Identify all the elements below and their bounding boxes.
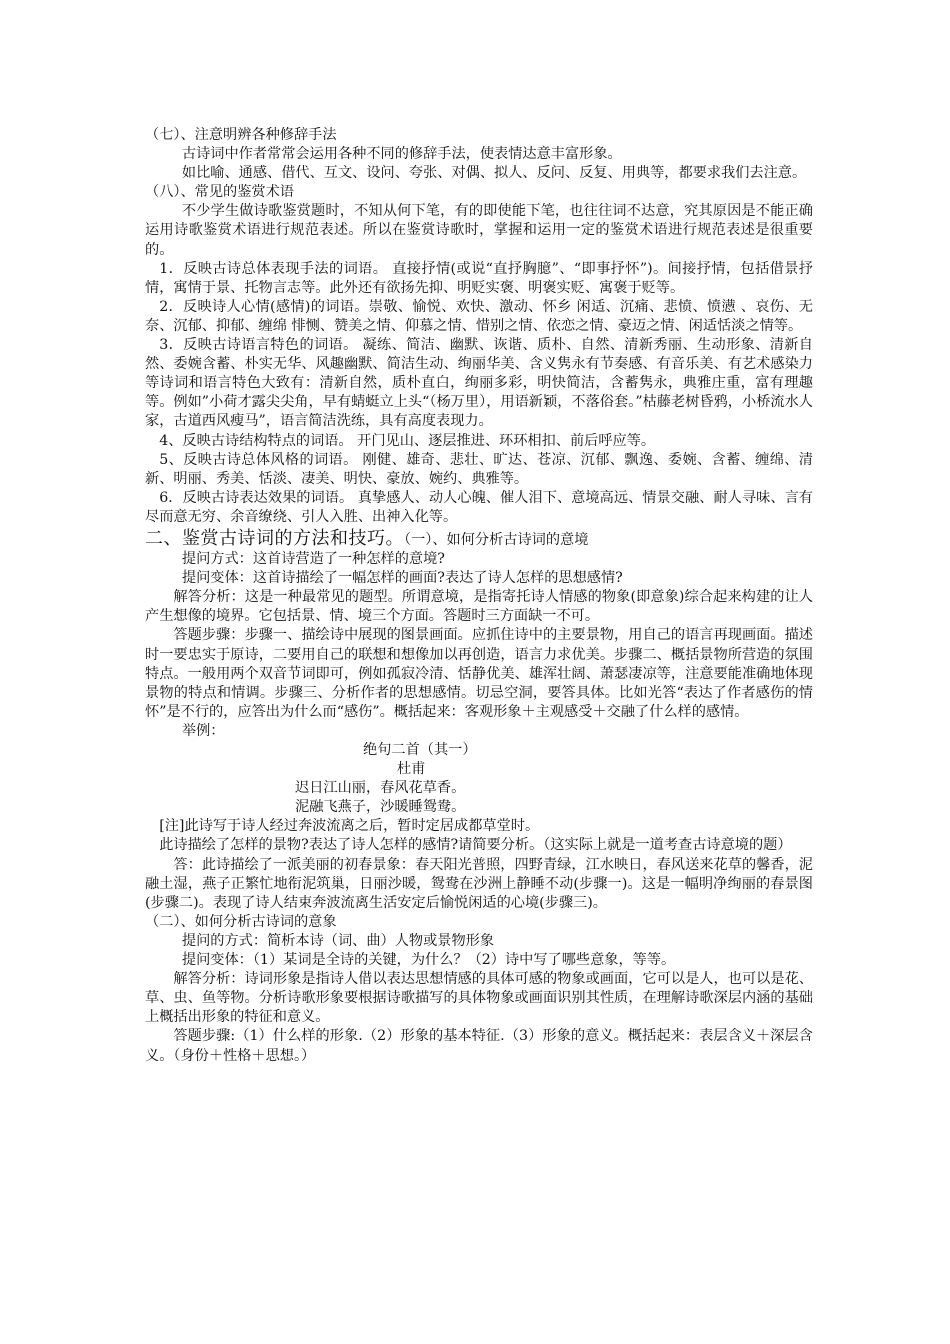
question-form: 提问方式：这首诗营造了一种怎样的意境? <box>181 551 445 568</box>
part-2-heading-line <box>145 529 813 550</box>
section-7-paragraph-2: 如比喻、通感、借代、互文、设问、夸张、对偶、拟人、反问、反复、用典等，都要求我们去注意。 <box>181 165 807 182</box>
answer-analysis-2: 解答分析：诗词形象是指诗人借以表达思想情感的具体可感的物象或画面，它可以是人，也可以是花、草、虫、鱼等物。分析诗歌形象要根据诗歌描写的具体物象或画面识别其性质，在理解诗歌深层内涵的基础上概括出形象的特征和意义。 <box>145 971 813 1026</box>
term-item-3: 3．反映古诗语言特色的词语。 凝练、简洁、幽默、诙谐、质朴、自然、清新秀丽、生动形象、清新自然、委婉含蓄、朴实无华、风趣幽默、简洁生动、绚丽华美、含义隽永有节奏感、有音乐美、有艺术感染力等诗词和语言特色大致有：清新自然，质朴直白，绚丽多彩，明快简洁，含蓄隽永，典雅庄重，富有理趣等。例如”小荷才露尖尖角，早有蜻蜓立上头“（杨万里），用语新颖，不落俗套。”枯藤老树昏鸦，小桥流水人家，古道西风瘦马”，语言简洁洗练，具有高度表现力。 <box>145 337 813 430</box>
term-item-4: 4、反映古诗结构特点的词语。 开门见山、逐层推进、环环相扣、前后呼应等。 <box>159 432 656 449</box>
subsection-1-heading: （一）、如何分析古诗词的意境 <box>404 531 589 548</box>
answer-steps: 答题步骤：步骤一、描绘诗中展现的图景画面。应抓住诗中的主要景物，用自己的语言再现画面。描述时一要忠实于原诗，二要用自己的联想和想像加以再创造，语言力求优美。步骤二、概括景物所营造的氛围特点。一般用两个双音节词即可，例如孤寂冷清、恬静优美、雄浑壮阔、萧瑟凄凉等，注意要能准确地体现景物的特点和情调。步骤三、分析作者的思想感情。切忌空洞，要答具体。比如光答“表达了作者感伤的情怀”是不行的，应答出为什么而“感伤”。概括起来：客观形象＋主观感受＋交融了什么样的感情。 <box>145 627 813 720</box>
poem-line-2: 泥融飞燕子，沙暖睡鸳鸯。 <box>295 799 466 816</box>
poem-author: 杜甫 <box>397 761 426 778</box>
poem-line-1: 迟日江山丽，春风花草香。 <box>295 780 466 797</box>
term-item-2: 2．反映诗人心情(感情)的词语。崇敬、愉悦、欢快、激动、怀乡 闲适、沉痛、悲愤、愤懑 、哀伤、无奈、沉郁、抑郁、缠绵 悱恻、赞美之情、仰慕之情、惜别之情、依恋之情、豪迈之情、闲适恬淡之情等。 <box>145 298 813 334</box>
section-7-heading: （七）、注意明辨各种修辞手法 <box>145 127 337 143</box>
poem-note: [注]此诗写于诗人经过奔波流离之后，暂时定居成都草堂时。 <box>159 818 540 835</box>
term-item-6: 6．反映古诗表达效果的词语。 真挚感人、动人心魄、催人泪下、意境高远、情景交融、耐人寻味、言有尽而意无穷、余音缭绕、引人入胜、出神入化等。 <box>145 489 813 525</box>
example-label: 举例： <box>181 722 225 739</box>
subsection-2-heading: （二）、如何分析古诗词的意象 <box>145 913 337 930</box>
section-7-paragraph-1: 古诗词中作者常常会运用各种不同的修辞手法，使表情达意丰富形象。 <box>181 146 622 163</box>
part-2-heading: 二、鉴赏古诗词的方法和技巧。 <box>145 527 404 549</box>
question-variant: 提问变体：这首诗描绘了一幅怎样的画面?表达了诗人怎样的思想感情? <box>181 570 623 587</box>
section-8-intro: 不少学生做诗歌鉴赏题时，不知从何下笔，有的即使能下笔，也往往词不达意，究其原因是不能正确运用诗歌鉴赏术语进行规范表述。所以在鉴赏诗歌时，掌握和运用一定的鉴赏术语进行规范表述是很重要的。 <box>145 203 813 258</box>
term-item-5: 5、反映古诗总体风格的词语。 刚健、雄奇、悲壮、旷达、苍凉、沉郁、飘逸、委婉、含蓄、缠绵、清新、明丽、秀美、恬淡、凄美、明快、豪放、婉约、典雅等。 <box>145 451 813 487</box>
poem-title: 绝句二首（其一） <box>363 742 477 758</box>
question-variant-2: 提问变体：（1）某词是全诗的关键，为什么？（2）诗中写了哪些意象，等等。 <box>181 952 676 969</box>
section-8-heading: （八）、常见的鉴赏术语 <box>145 184 294 201</box>
example-answer: 答：此诗描绘了一派美丽的初春景象：春天阳光普照，四野青绿，江水映日，春风送来花草的馨香，泥融土湿，燕子正繁忙地衔泥筑巢，日丽沙暖，鸳鸯在沙洲上静睡不动(步骤一)。这是一幅明净绚丽的春景图(步骤二)。表现了诗人结束奔波流离生活安定后愉悦闲适的心境(步骤三)。 <box>145 856 813 911</box>
answer-steps-2: 答题步骤:（1）什么样的形象.（2）形象的基本特征.（3）形象的意义。概括起来：表层含义＋深层含义。（身份＋性格＋思想。） <box>145 1028 813 1064</box>
term-item-1: 1．反映古诗总体表现手法的词语。 直接抒情(或说“直抒胸臆”、“即事抒怀”)。间接抒情，包括借景抒情，寓情于景、托物言志等。此外还有欲扬先抑、明贬实褒、明褒实贬、寓褒于贬等。 <box>145 260 813 296</box>
example-question: 此诗描绘了怎样的景物?表达了诗人怎样的感情?请简要分析。（这实际上就是一道考查古诗意境的题） <box>159 837 792 854</box>
document-page <box>145 126 813 1066</box>
question-form-2: 提问的方式：简析本诗（词、曲）人物或景物形象 <box>181 932 495 949</box>
answer-analysis: 解答分析：这是一种最常见的题型。所谓意境，是指寄托诗人情感的物象(即意象)综合起来构建的让人产生想像的境界。它包括景、情、境三个方面。答题时三方面缺一不可。 <box>145 589 813 625</box>
